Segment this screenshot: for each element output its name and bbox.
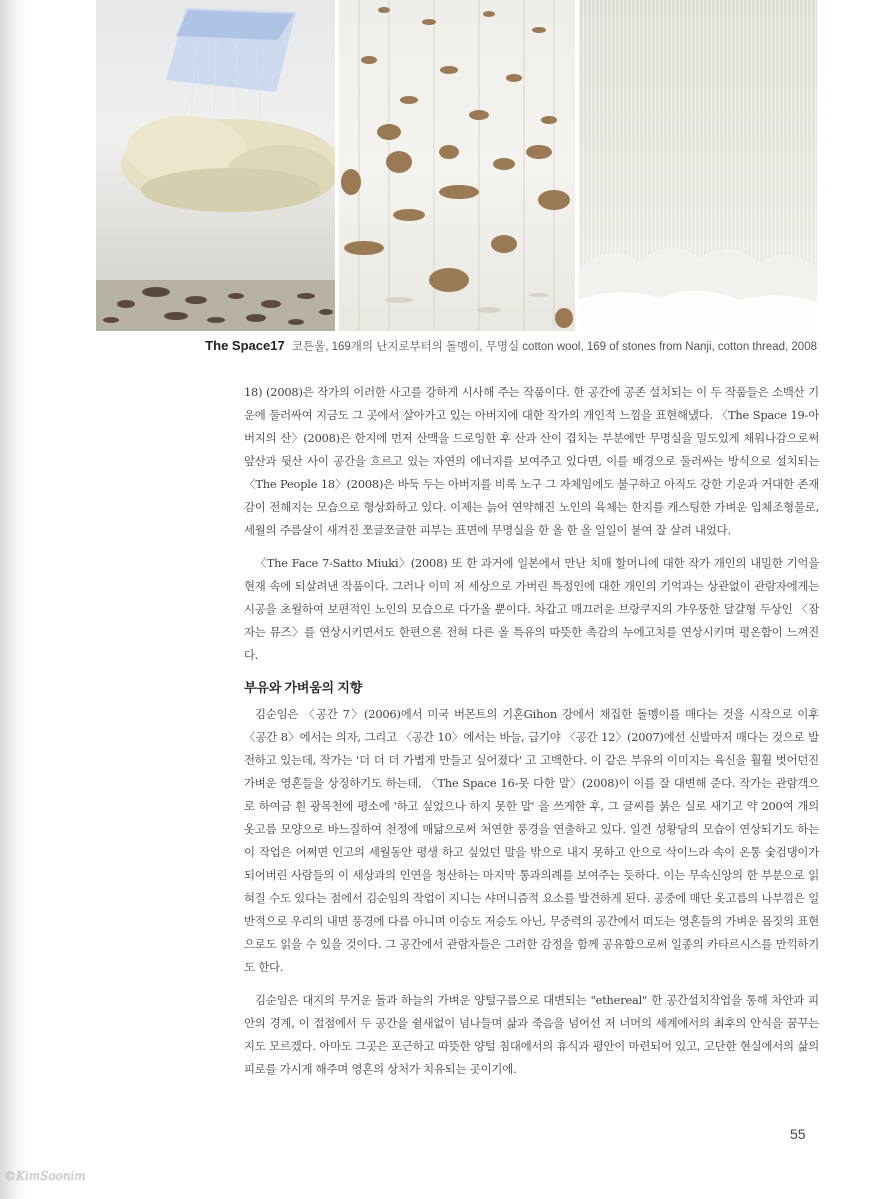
photo-caption: [96, 338, 817, 354]
caption-text: 코튼울, 169개의 난지로부터의 돌멩이, 무명실 cotton wool, 169 of stones from Nanji, cotton thread, 2008: [291, 341, 817, 353]
section-heading: 부유와 가벼움의 지향: [244, 680, 363, 695]
body-paragraph: 〈The Face 7-Satto Miuki〉(2008) 또 한 과거에 일본에서 만난 치매 할머니에 대한 작가 개인의 내밀한 기억을 현재 속에 되살려낸 작품이다. 그러나 이미 저 세상으로 가버린 특정인에 대한 개인의 기억과는 상관없이 관람자에게는 시공을 초월하여 보편적인 노인의 모습으로 다가올 뿐이다. 차갑고 매끄러운 브랑쿠지의 갸우뚱한 달걀형 두상인 〈잠자는 뮤즈〉를 연상시키면서도 한편으론 전혀 다른 올 특유의 따뜻한 촉감의 누에고치를 연상시키며 평온함이 느껴진다.: [244, 556, 819, 662]
cloud-installation-illustration: [96, 0, 335, 331]
copyright-watermark: ©KimSoonim: [4, 1169, 86, 1183]
body-paragraph: 김순임은 〈공간 7〉(2006)에서 미국 버몬트의 기혼Gihon 강에서 채집한 돌멩이를 매다는 것을 시작으로 이후 〈공간 8〉에서는 의자, 그리고 〈공간 10〉에서는 바늘, 급기야 〈공간 12〉(2007)에선 신발마저 매다는 것으로 발전하고 있는데, 작가는 '더 더 더 가볍게 만들고 싶어졌다' 고 고백한다. 이 같은 부유의 이미지는 육신을 훨훨 벗어던진 가벼운 영혼들을 상징하기도 하는데, 〈The Space 16-못 다한 말〉(2008)이 이를 잘 대변해 준다. 작가는 관람객으로 하여금 흰 광목천에 평소에 '하고 싶었으나 하지 못한 말' 을 쓰게한 후, 그 글씨를 붉은 실로 새기고 약 200여 개의 옷고름 모양으로 바느질하여 천정에 매닮으로써 처연한 풍경을 연출하고 있다. 일견 성황당의 모습이 연상되기도 하는 이 작업은 어쩌면 인고의 세월동안 평생 하고 싶었던 말을 밖으로 내지 못하고 안으로 삭이느라 속이 온통 숯검댕이가 되어버린 사람들의 이 세상과의 인연을 청산하는 마지막 통과의례를 보여주는 듯하다. 이는 무속신앙의 한 부분으로 읽혀질 수도 있다는 점에서 김순임의 작업이 지니는 샤머니즘적 요소를 발견하게 된다. 공중에 매단 옷고름의 나부낌은 일반적으로 우리의 내면 풍경에 다름 아니며 이승도 저승도 아닌, 무중력의 공간에서 떠도는 영혼들의 가벼운 몸짓의 표현으로도 읽을 수 있을 것이다. 그 공간에서 관람자들은 그러한 감정을 함께 공유함으로써 일종의 카타르시스를 만끽하기도 한다.: [244, 707, 819, 974]
body-paragraph: 김순임은 대지의 무거운 돌과 하늘의 가벼운 양털구름으로 대변되는 "ethereal" 한 공간설치작업을 통해 차안과 피안의 경계, 이 접점에서 두 공간을 쉴새없이 넘나들며 삶과 죽음을 넘어선 저 너머의 세계에서의 최후의 안식을 꿈꾸는 지도 모르겠다. 아마도 그곳은 포근하고 따뜻한 양털 침대에서의 휴식과 평안이 마련되어 있고, 고단한 현실에서의 삶의 피로를 가시게 해주며 영혼의 상처가 치유되는 곳이기에.: [244, 993, 819, 1076]
photo-strip: [96, 0, 817, 331]
photo-cotton-thread-curtain: [579, 0, 817, 331]
cloud-shape: [141, 168, 321, 212]
page-number: 55: [790, 1126, 806, 1142]
suspended-stones-illustration: [339, 0, 575, 331]
photo-suspended-stones: [339, 0, 575, 331]
article-body: [244, 381, 819, 1091]
body-paragraph: 18) (2008)은 작가의 이러한 사고를 강하게 시사해 주는 작품이다. 한 공간에 공존 설치되는 이 두 작품들은 소백산 기운에 둘러싸여 지금도 그 곳에서 살아가고 있는 아버지에 대한 작가의 개인적 느낌을 표현해냈다. 〈The Space 19-아버지의 산〉(2008)은 한지에 먼저 산맥을 드로잉한 후 산과 산이 겹치는 부분에만 무명실을 밀도있게 채워나감으로써 앞산과 뒷산 사이 공간을 흐르고 있는 자연의 에너지를 보여주고 있다면, 이를 배경으로 둘러싸는 방식으로 설치되는 〈The People 18〉(2008)은 바둑 두는 아버지를 비록 노구 그 자체임에도 불구하고 아직도 강한 기운과 거대한 존재감이 전해지는 모습으로 형상화하고 있다. 이제는 늙어 연약해진 노인의 육체는 한지를 캐스팅한 가벼운 입체조형물로, 세월의 주름살이 새겨진 쪼글쪼글한 피부는 표면에 무명실을 한 올 한 올 일일이 붙여 잘 살려 내었다.: [244, 385, 819, 537]
skylight-glass: [176, 10, 294, 40]
hanging-stones: [341, 7, 573, 328]
page-spine-shadow: [0, 0, 26, 1199]
photo-cloud-installation: [96, 0, 335, 331]
cotton-mountain-shape: [579, 290, 817, 331]
caption-title: The Space17: [205, 338, 285, 353]
stone-shadows: [385, 293, 549, 313]
cotton-thread-curtain-illustration: [579, 0, 817, 331]
